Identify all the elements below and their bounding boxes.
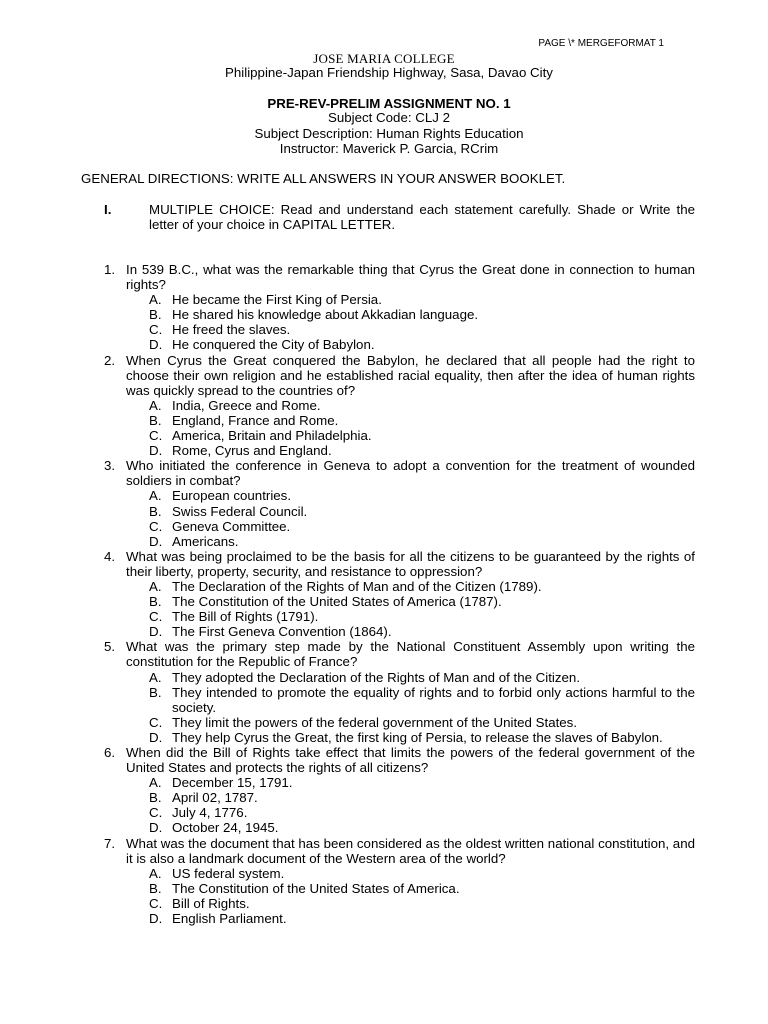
section-instructions: MULTIPLE CHOICE: Read and understand each statement carefully. Shade or Write the letter of your choice in CAPITAL LETTER. xyxy=(149,202,695,233)
answer-option xyxy=(0,820,768,835)
answer-option xyxy=(0,519,768,534)
question-item xyxy=(0,639,768,745)
option-letter: B. xyxy=(149,594,162,610)
option-text: July 4, 1776. xyxy=(172,805,248,821)
question-item xyxy=(0,745,768,836)
answer-option xyxy=(0,594,768,609)
option-letter: D. xyxy=(149,443,163,459)
option-letter: D. xyxy=(149,337,163,353)
college-address: Philippine-Japan Friendship Highway, Sasa, Davao City xyxy=(225,65,553,80)
option-letter: C. xyxy=(149,895,163,911)
option-text: India, Greece and Rome. xyxy=(172,397,321,413)
subject-description: Subject Description: Human Rights Education xyxy=(254,126,524,141)
answer-option xyxy=(0,911,768,926)
answer-option xyxy=(0,443,768,458)
option-text: US federal system. xyxy=(172,865,285,881)
option-letter: A. xyxy=(149,292,162,308)
option-letter: A. xyxy=(149,488,162,504)
option-letter: C. xyxy=(149,805,163,821)
question-text: What was the document that has been considered as the oldest written national constitution, and it is also a landmark document of the Western area of the world? xyxy=(126,835,695,866)
option-letter: B. xyxy=(149,503,162,519)
question-item xyxy=(0,836,768,927)
option-text: America, Britain and Philadelphia. xyxy=(172,428,372,444)
option-letter: C. xyxy=(149,518,163,534)
option-text: He became the First King of Persia. xyxy=(172,292,382,308)
option-text: The Constitution of the United States of America (1787). xyxy=(172,594,502,610)
question-text: What was being proclaimed to be the basis for all the citizens to be guaranteed by the rights of their liberty, property, security, and resistance to oppression? xyxy=(126,548,695,579)
question-number: 6. xyxy=(104,745,116,760)
assignment-title: PRE-REV-PRELIM ASSIGNMENT NO. 1 xyxy=(267,96,511,111)
question-number: 5. xyxy=(104,639,116,655)
option-letter: A. xyxy=(149,578,162,594)
option-letter: A. xyxy=(149,775,162,791)
option-text: The Declaration of the Rights of Man and of the Citizen (1789). xyxy=(172,578,542,594)
answer-option xyxy=(0,805,768,820)
question-item xyxy=(0,262,768,353)
option-text: European countries. xyxy=(172,488,292,504)
option-text: December 15, 1791. xyxy=(172,775,293,791)
answer-option xyxy=(0,292,768,307)
option-text: Bill of Rights. xyxy=(172,895,250,911)
option-text: They adopted the Declaration of the Rights of Man and of the Citizen. xyxy=(172,669,581,685)
option-text: The Bill of Rights (1791). xyxy=(172,609,319,625)
option-letter: C. xyxy=(149,322,163,338)
option-text: The Constitution of the United States of America. xyxy=(172,880,460,896)
answer-option xyxy=(0,398,768,413)
option-letter: B. xyxy=(149,880,162,896)
option-letter: A. xyxy=(149,865,162,881)
option-letter: C. xyxy=(149,714,163,730)
answer-option xyxy=(0,488,768,503)
answer-option xyxy=(0,534,768,549)
question-number: 4. xyxy=(104,548,116,564)
option-letter: A. xyxy=(149,669,162,685)
answer-option xyxy=(0,504,768,519)
option-text: They limit the powers of the federal government of the United States. xyxy=(172,714,578,730)
option-text: Swiss Federal Council. xyxy=(172,503,308,519)
answer-option xyxy=(0,307,768,322)
answer-option xyxy=(0,579,768,594)
page-field-code: PAGE \* MERGEFORMAT 1 xyxy=(538,38,664,49)
answer-option xyxy=(0,322,768,337)
option-letter: B. xyxy=(149,412,162,428)
option-text: He conquered the City of Babylon. xyxy=(172,337,375,353)
option-text: He shared his knowledge about Akkadian language. xyxy=(172,307,479,323)
option-letter: D. xyxy=(149,624,163,640)
answer-option xyxy=(0,428,768,443)
answer-option xyxy=(0,730,768,745)
option-letter: D. xyxy=(149,729,163,745)
option-text: England, France and Rome. xyxy=(172,412,339,428)
option-letter: D. xyxy=(149,533,163,549)
option-text: The First Geneva Convention (1864). xyxy=(172,624,392,640)
general-directions: GENERAL DIRECTIONS: WRITE ALL ANSWERS IN YOUR ANSWER BOOKLET. xyxy=(81,171,566,186)
option-text: They intended to promote the equality of rights and to forbid only actions harmful to the society. xyxy=(172,684,695,715)
answer-option xyxy=(0,609,768,624)
option-letter: C. xyxy=(149,428,163,444)
answer-option xyxy=(0,715,768,730)
option-text: They help Cyrus the Great, the first king of Persia, to release the slaves of Babylon. xyxy=(172,729,663,745)
option-letter: B. xyxy=(149,790,162,806)
option-text: Rome, Cyrus and England. xyxy=(172,443,332,459)
answer-option xyxy=(0,685,768,715)
question-text: When Cyrus the Great conquered the Babylon, he declared that all people had the right to choose their own religion and he established racial equality, then after the idea of human rights was quickly spread to the countries of? xyxy=(126,352,695,398)
answer-option xyxy=(0,624,768,639)
instructor: Instructor: Maverick P. Garcia, RCrim xyxy=(279,141,499,156)
section-number: I. xyxy=(104,202,112,217)
answer-option xyxy=(0,670,768,685)
option-letter: B. xyxy=(149,684,162,700)
answer-option xyxy=(0,881,768,896)
answer-option xyxy=(0,775,768,790)
option-letter: B. xyxy=(149,307,162,323)
option-text: He freed the slaves. xyxy=(172,322,291,338)
option-text: April 02, 1787. xyxy=(172,790,258,806)
option-letter: A. xyxy=(149,397,162,413)
question-item xyxy=(0,353,768,459)
answer-option xyxy=(0,896,768,911)
option-letter: C. xyxy=(149,609,163,625)
college-name: JOSE MARIA COLLEGE xyxy=(313,51,455,66)
option-text: English Parliament. xyxy=(172,911,287,927)
question-text: What was the primary step made by the National Constituent Assembly upon writing the constitution for the Republic of France? xyxy=(126,639,695,670)
option-letter: D. xyxy=(149,820,163,836)
answer-option xyxy=(0,866,768,881)
answer-option xyxy=(0,337,768,352)
subject-code: Subject Code: CLJ 2 xyxy=(328,110,450,125)
question-number: 2. xyxy=(104,352,116,368)
question-number: 3. xyxy=(104,458,116,474)
question-text: In 539 B.C., what was the remarkable thing that Cyrus the Great done in connection to human rights? xyxy=(126,262,695,293)
question-list xyxy=(0,262,768,926)
answer-option xyxy=(0,790,768,805)
question-number: 7. xyxy=(104,835,116,851)
answer-option xyxy=(0,413,768,428)
option-text: Americans. xyxy=(172,533,239,549)
option-text: October 24, 1945. xyxy=(172,820,279,836)
question-item xyxy=(0,549,768,640)
question-number: 1. xyxy=(104,262,116,277)
question-item xyxy=(0,458,768,549)
option-text: Geneva Committee. xyxy=(172,518,291,534)
option-letter: D. xyxy=(149,911,163,927)
question-text: When did the Bill of Rights take effect that limits the powers of the federal government of the United States and protects the rights of all citizens? xyxy=(126,745,695,776)
question-text: Who initiated the conference in Geneva to adopt a convention for the treatment of wounded soldiers in combat? xyxy=(126,458,695,489)
